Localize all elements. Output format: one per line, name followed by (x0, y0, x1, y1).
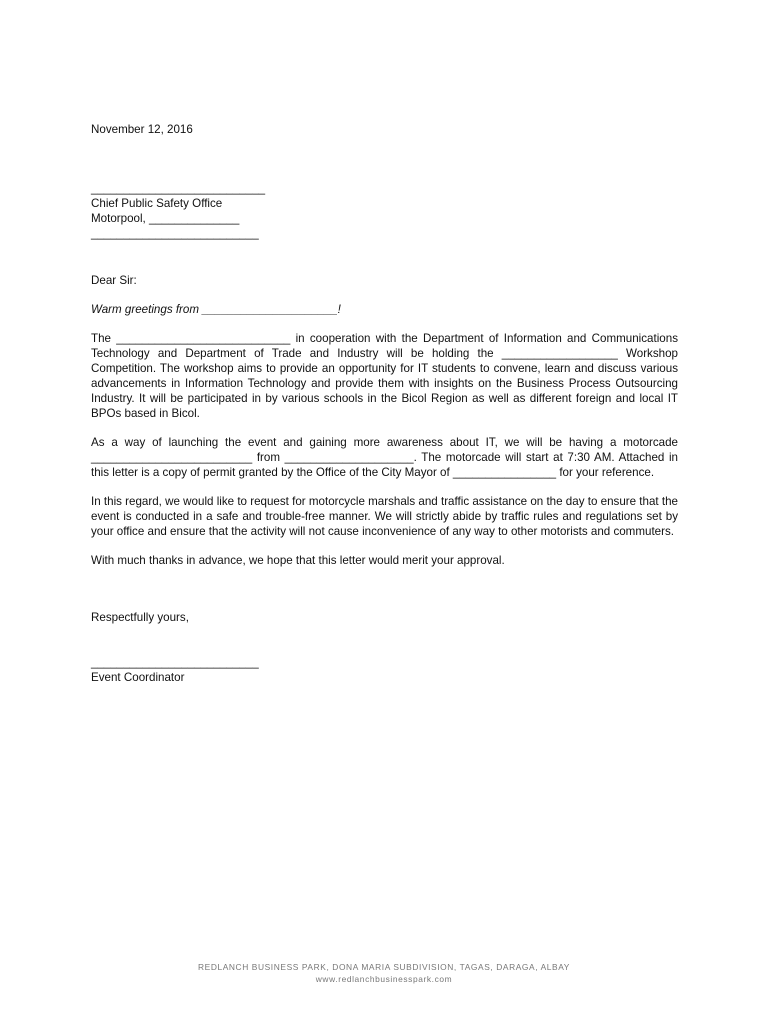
paragraph-thanks: With much thanks in advance, we hope that this letter would merit your approval. (91, 554, 505, 567)
signatory-title: Event Coordinator (91, 671, 185, 684)
greeting: Warm greetings from _____________________! (91, 303, 341, 316)
closing: Respectfully yours, (91, 611, 189, 624)
letter-date: November 12, 2016 (91, 123, 193, 136)
paragraph-request: In this regard, we would like to request for motorcycle marshals and traffic assistance on the day to ensure that the event is conducted in a safe and trouble-free manner. We will strictly abide by traffic rules and regulations set by your office and ensure that the activity will not cause inconvenience of any way to other motorists and commuters. (91, 495, 678, 538)
footer-website: www.redlanchbusinesspark.com (315, 974, 453, 984)
footer-address: REDLANCH BUSINESS PARK, DONA MARIA SUBDIVISION, TAGAS, DARAGA, ALBAY (197, 962, 570, 972)
recipient-location: Motorpool, ______________ (91, 212, 240, 225)
letterhead-footer (0, 961, 768, 985)
recipient-name-blank: ___________________________ (91, 182, 266, 195)
salutation: Dear Sir: (91, 274, 137, 287)
recipient-title: Chief Public Safety Office (91, 197, 223, 210)
letter-body (91, 122, 678, 685)
recipient-block (91, 181, 678, 241)
recipient-address-blank: __________________________ (91, 227, 259, 240)
paragraph-motorcade: As a way of launching the event and gaining more awareness about IT, we will be having a motorcade _________________________ from ____________________. The motorcade will start at 7:30 AM. Attached in this letter is a copy of permit granted by the Office of the City Mayor of ________________ for your reference. (91, 436, 678, 479)
signature-blank: __________________________ (91, 656, 259, 669)
paragraph-event-intro: The ___________________________ in cooperation with the Department of Information and Communications Technology and Department of Trade and Industry will be holding the __________________ Workshop Competition. The workshop aims to provide an opportunity for IT students to convene, learn and discuss various advancements in Information Technology and provide them with insights on the Business Process Outsourcing Industry. It will be participated in by various schools in the Bicol Region as well as different foreign and local IT BPOs based in Bicol. (91, 332, 678, 420)
